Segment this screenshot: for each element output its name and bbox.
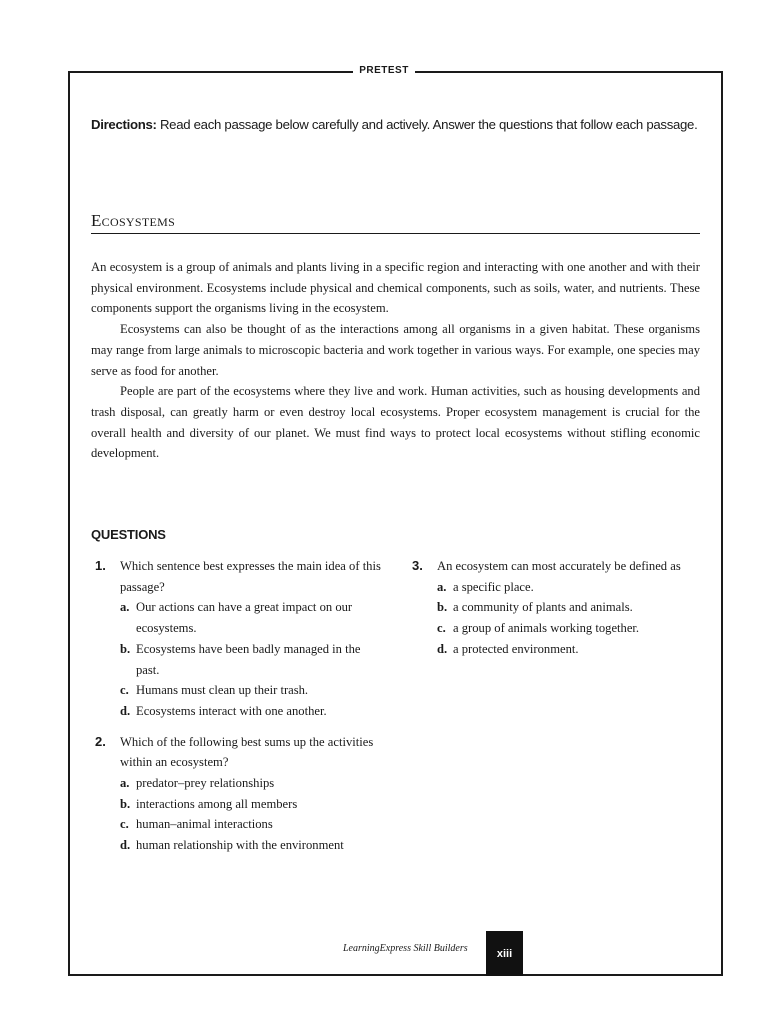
option-text: a group of animals working together. <box>453 621 640 636</box>
option-letter: d. <box>437 641 448 656</box>
question-2 <box>91 732 381 856</box>
question-3 <box>408 556 703 660</box>
option-letter: c. <box>120 683 129 698</box>
answer-option[interactable] <box>437 618 703 639</box>
option-letter: a. <box>120 776 130 791</box>
answer-option[interactable] <box>120 835 381 856</box>
option-text: predator–prey relationships <box>136 776 275 791</box>
option-text: a community of plants and animals. <box>453 600 633 615</box>
question-number: 1. <box>95 558 106 573</box>
question-text: Which sentence best expresses the main idea of this passage? <box>120 559 381 594</box>
option-text: Our actions can have a great impact on our ecosystems. <box>136 600 353 636</box>
option-letter: d. <box>120 838 131 853</box>
answer-option[interactable] <box>437 639 703 660</box>
answer-option[interactable] <box>120 701 381 722</box>
passage-paragraph: An ecosystem is a group of animals and plants living in a specific region and interacting with one another and with their physical environment. Ecosystems include physical and chemical components, such as soils, water, and nutrients. These components support the organisms living in the ecosystem. <box>91 260 700 316</box>
answer-option[interactable] <box>120 814 381 835</box>
question-text: Which of the following best sums up the activities within an ecosystem? <box>120 734 374 770</box>
option-letter: a. <box>120 600 130 615</box>
option-letter: c. <box>120 817 129 832</box>
option-text: human relationship with the environment <box>136 838 344 853</box>
page-header <box>0 65 768 76</box>
answer-option[interactable] <box>120 680 381 701</box>
option-letter: c. <box>437 621 446 636</box>
option-letter: b. <box>120 641 131 656</box>
section-title: Ecosystems <box>91 211 700 234</box>
answer-option[interactable] <box>120 794 381 815</box>
option-letter: a. <box>437 579 447 594</box>
option-letter: b. <box>437 600 448 615</box>
answer-option[interactable] <box>120 639 381 680</box>
questions-right-column <box>408 556 703 670</box>
option-text: Ecosystems have been badly managed in the past. <box>136 641 361 677</box>
question-number: 3. <box>412 558 423 573</box>
page-number: xiii <box>486 931 523 976</box>
header-label: PRETEST <box>353 65 415 76</box>
passage-paragraph: People are part of the ecosystems where they live and work. Human activities, such as housing developments and trash disposal, can greatly harm or even destroy local ecosystems. Proper ecosystem management is crucial for the overall health and diversity of our planet. We must find ways to protect local ecosystems without stifling economic development. <box>91 384 700 461</box>
passage-paragraph: Ecosystems can also be thought of as the interactions among all organisms in a given habitat. These organisms may range from large animals to microscopic bacteria and work together in various ways. For example, one species may serve as food for another. <box>91 322 700 378</box>
option-letter: b. <box>120 796 131 811</box>
passage <box>91 257 700 464</box>
question-number: 2. <box>95 733 106 749</box>
directions-label: Directions: <box>91 117 157 132</box>
answer-option[interactable] <box>437 597 703 618</box>
directions <box>91 117 711 132</box>
option-text: Humans must clean up their trash. <box>136 683 309 698</box>
question-1 <box>91 556 381 722</box>
option-text: Ecosystems interact with one another. <box>136 703 327 718</box>
option-letter: d. <box>120 703 131 718</box>
answer-option[interactable] <box>120 773 381 794</box>
option-text: a specific place. <box>453 579 534 594</box>
option-text: a protected environment. <box>453 641 579 656</box>
directions-text: Read each passage below carefully and actively. Answer the questions that follow each passage. <box>156 117 698 132</box>
answer-option[interactable] <box>120 597 381 638</box>
questions-left-column <box>91 556 381 866</box>
question-text: An ecosystem can most accurately be defined as <box>437 559 681 573</box>
option-text: human–animal interactions <box>136 817 273 832</box>
questions-heading: QUESTIONS <box>91 527 166 542</box>
answer-option[interactable] <box>437 577 703 598</box>
footer-publisher: LearningExpress Skill Builders <box>343 943 468 954</box>
option-text: interactions among all members <box>136 796 298 811</box>
